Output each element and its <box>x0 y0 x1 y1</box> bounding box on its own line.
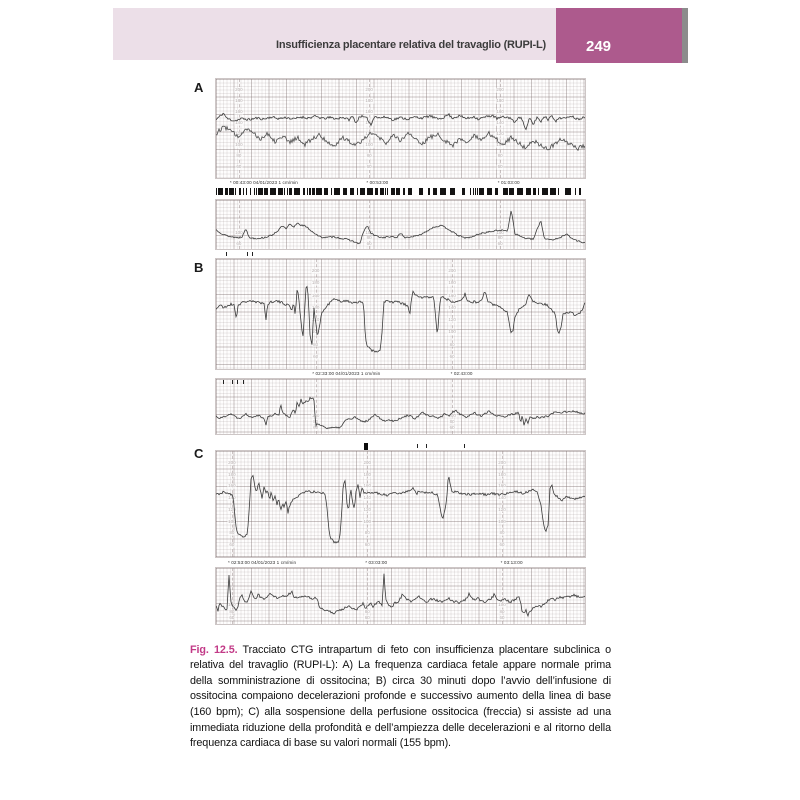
event-mark <box>331 188 332 195</box>
figure-caption-text: Tracciato CTG intrapartum di feto con insufficienza placentare subclinica o relativa del travaglio (RUPI-L): A) La frequenza cardiaca fetale appare normale prima della somministrazione di ossitocina; B) circa 30 minuti dopo l’avvio dell’infusione di ossitocina compaiono decelerazioni profonde e successivo aumento della linea di base (160 bpm); C) alla sospensione della perfusione ossitocica (freccia) si assiste ad una immediata riduzione della profondità e dell’ampiezza delle decelerazioni e al ritorno della frequenza cardiaca di base su valori normali (155 bpm). <box>190 643 611 750</box>
scale-label: 140 <box>228 494 236 500</box>
scale-label: 60 <box>366 163 372 169</box>
scale-label: 80 <box>497 234 503 240</box>
scale-label: 180 <box>363 471 372 477</box>
scale-label: 180 <box>498 471 506 477</box>
panel-c-toco-grid <box>215 567 586 625</box>
event-mark <box>278 188 283 195</box>
scale-label: 80 <box>366 234 372 240</box>
scale-label: 120 <box>498 506 506 512</box>
event-mark <box>287 188 288 195</box>
event-mark <box>550 188 556 195</box>
scale-label: 140 <box>448 304 456 310</box>
scale-label: 60 <box>497 163 503 169</box>
scale-label: 80 <box>449 341 455 347</box>
scale-label: 60 <box>499 541 505 547</box>
scale-label: 160 <box>448 292 456 298</box>
scale-label: 180 <box>311 280 320 286</box>
scale-label: 60 <box>449 353 455 359</box>
panel-label-b: B <box>194 260 204 275</box>
event-mark <box>391 188 395 195</box>
tick-mark <box>232 380 233 384</box>
tick-mark <box>426 444 427 448</box>
panel-a-fhr-grid <box>215 78 586 179</box>
event-mark <box>264 188 268 195</box>
scale-label: 60 <box>364 541 370 547</box>
event-mark <box>396 188 400 195</box>
event-mark <box>558 188 559 195</box>
timestamp: * 03:13:00 <box>500 560 523 565</box>
event-mark <box>350 188 354 195</box>
fhr-trace <box>216 451 585 557</box>
fhr-secondary-trace <box>216 79 585 178</box>
scale-label: 160 <box>228 483 236 489</box>
event-mark <box>375 188 378 195</box>
tick-mark <box>252 252 253 256</box>
event-mark <box>403 188 405 195</box>
scale-label: 120 <box>235 130 243 136</box>
event-mark <box>254 188 255 195</box>
event-mark <box>256 188 257 195</box>
event-mark <box>450 188 455 195</box>
scale-label: 80 <box>364 530 370 536</box>
scale-label: 180 <box>235 97 243 103</box>
event-mark <box>503 188 508 195</box>
panel-label-c: C <box>194 446 204 461</box>
scale-label: 200 <box>498 459 506 465</box>
toco-trace <box>216 568 585 624</box>
event-mark <box>258 188 263 195</box>
scale-label: 100 <box>365 141 373 147</box>
fhr-trace <box>216 259 585 369</box>
scale-label: 100 <box>228 518 236 524</box>
event-mark <box>385 188 386 195</box>
scale-label: 200 <box>365 86 373 92</box>
event-mark <box>239 188 241 195</box>
scale-label: 60 <box>236 163 242 169</box>
event-mark <box>462 188 465 195</box>
scale-label: 160 <box>311 292 320 298</box>
event-mark <box>312 188 315 195</box>
toco-trace <box>216 379 585 434</box>
event-mark <box>517 188 523 195</box>
scale-label: 120 <box>228 506 236 512</box>
scale-label: 140 <box>365 119 373 125</box>
header-edge-strip <box>682 8 688 63</box>
scale-label: 100 <box>363 518 372 524</box>
scale-label: 180 <box>496 97 504 103</box>
figure-caption <box>190 643 611 752</box>
event-mark <box>343 188 347 195</box>
page-number: 249 <box>586 38 612 55</box>
event-mark <box>509 188 514 195</box>
scale-label: 80 <box>366 152 372 158</box>
scale-label: 160 <box>498 483 506 489</box>
event-mark <box>229 188 234 195</box>
scale-label: 80 <box>364 608 370 614</box>
panel-a-toco-grid <box>215 199 586 250</box>
timestamp: * 00:43:00 04/01/2023 1 cm/min <box>229 180 298 185</box>
tick-mark <box>417 444 418 448</box>
scale-label: 80 <box>236 234 242 240</box>
event-mark <box>440 188 446 195</box>
scale-label: 80 <box>497 152 503 158</box>
event-mark <box>477 188 478 195</box>
scale-label: 60 <box>364 614 370 620</box>
panel-a-timestamps <box>215 180 586 188</box>
scale-label: 200 <box>228 459 236 465</box>
event-mark <box>284 188 285 195</box>
event-mark <box>243 188 244 195</box>
event-mark <box>357 188 358 195</box>
event-mark <box>533 188 536 195</box>
event-mark <box>579 188 581 195</box>
event-mark <box>473 188 474 195</box>
panel-b-toco-grid <box>215 378 586 435</box>
event-mark <box>360 188 365 195</box>
timestamp: * 03:03:00 <box>365 560 388 565</box>
scale-label: 100 <box>498 518 506 524</box>
event-mark <box>307 188 308 195</box>
scale-label: 80 <box>229 530 235 536</box>
event-mark <box>538 188 539 195</box>
event-mark <box>495 188 498 195</box>
event-mark <box>270 188 276 195</box>
scale-label: 100 <box>235 141 243 147</box>
timestamp: * 00:53:00 <box>366 180 389 185</box>
scale-label: 180 <box>448 280 456 286</box>
scale-label: 60 <box>497 240 503 246</box>
chapter-title: Insufficienza placentare relativa del travaglio (RUPI-L) <box>276 39 546 51</box>
event-mark <box>225 188 228 195</box>
tick-mark <box>243 380 244 384</box>
event-mark <box>479 188 484 195</box>
scale-label: 140 <box>363 494 372 500</box>
tick-mark <box>247 252 248 256</box>
scale-label: 140 <box>235 119 243 125</box>
scale-label: 80 <box>236 152 242 158</box>
scale-label: 140 <box>498 494 506 500</box>
scale-label: 120 <box>496 130 504 136</box>
event-mark <box>542 188 548 195</box>
header-band <box>113 8 556 60</box>
panel-b-toco-ticks <box>217 380 588 384</box>
timestamp: * 01:03:00 <box>497 180 520 185</box>
scale-label: 80 <box>313 341 319 347</box>
scale-label: 200 <box>363 459 372 465</box>
page-number-box <box>556 8 682 63</box>
scale-label: 100 <box>363 602 372 608</box>
event-mark <box>246 188 247 195</box>
panel-c-top-ticks <box>215 444 586 448</box>
scale-label: 100 <box>448 329 456 335</box>
scale-label: 80 <box>499 608 505 614</box>
scale-label: 60 <box>229 614 235 620</box>
tick-mark <box>226 252 227 256</box>
event-mark <box>565 188 571 195</box>
scale-label: 100 <box>235 229 243 235</box>
event-mark <box>575 188 576 195</box>
scale-label: 200 <box>311 267 320 273</box>
scale-label: 180 <box>365 97 373 103</box>
scale-label: 160 <box>235 108 243 114</box>
scale-label: 120 <box>448 316 456 322</box>
event-mark <box>250 188 251 195</box>
event-mark <box>303 188 305 195</box>
panel-b-fhr-grid <box>215 258 586 370</box>
timestamp: * 02:33:00 04/01/2023 1 cm/min <box>312 371 381 376</box>
event-mark <box>428 188 430 195</box>
scale-label: 180 <box>228 471 236 477</box>
tick-mark <box>223 380 224 384</box>
event-mark <box>324 188 328 195</box>
event-mark <box>235 188 236 195</box>
event-mark <box>526 188 531 195</box>
scale-label: 100 <box>228 602 236 608</box>
scale-label: 160 <box>496 108 504 114</box>
event-mark <box>218 188 223 195</box>
event-mark <box>387 188 388 195</box>
event-mark <box>367 188 373 195</box>
scale-label: 100 <box>365 229 373 235</box>
scale-label: 80 <box>313 418 319 424</box>
event-mark <box>408 188 412 195</box>
timestamp: * 02:53:00 04/01/2023 1 cm/min <box>227 560 297 565</box>
tick-mark <box>237 380 238 384</box>
timestamp: * 02:43:00 <box>450 371 473 376</box>
scale-label: 160 <box>363 483 372 489</box>
scale-label: 60 <box>499 614 505 620</box>
event-mark <box>309 188 311 195</box>
scale-label: 200 <box>235 86 243 92</box>
scale-label: 100 <box>311 329 320 335</box>
scale-label: 60 <box>313 353 319 359</box>
toco-trace <box>216 200 585 249</box>
event-mark <box>475 188 476 195</box>
scale-label: 200 <box>496 86 504 92</box>
event-mark <box>316 188 322 195</box>
panel-c-fhr-grid <box>215 450 586 558</box>
tick-mark <box>464 444 465 448</box>
scale-label: 120 <box>363 506 372 512</box>
scale-label: 100 <box>448 412 456 418</box>
event-mark <box>470 188 471 195</box>
scale-label: 60 <box>313 424 319 430</box>
event-mark <box>419 188 423 195</box>
scale-label: 80 <box>499 530 505 536</box>
scale-label: 100 <box>496 141 504 147</box>
event-mark <box>294 188 300 195</box>
scale-label: 60 <box>236 240 242 246</box>
scale-label: 100 <box>498 602 506 608</box>
figure-caption-number: Fig. 12.5. <box>190 643 238 656</box>
event-mark <box>380 188 384 195</box>
scale-label: 120 <box>365 130 373 136</box>
scale-label: 80 <box>229 608 235 614</box>
event-mark <box>433 188 437 195</box>
scale-label: 80 <box>449 418 455 424</box>
scale-label: 140 <box>496 119 504 125</box>
scale-label: 100 <box>496 229 504 235</box>
scale-label: 160 <box>365 108 373 114</box>
scale-label: 140 <box>311 304 320 310</box>
scale-label: 200 <box>448 267 456 273</box>
panel-b-top-ticks <box>215 252 586 256</box>
scale-label: 60 <box>366 240 372 246</box>
scale-label: 60 <box>449 424 455 430</box>
scale-label: 60 <box>229 541 235 547</box>
panel-label-a: A <box>194 80 204 95</box>
event-mark <box>487 188 492 195</box>
event-mark <box>289 188 292 195</box>
scale-label: 120 <box>311 316 320 322</box>
event-marks-bar <box>216 188 584 195</box>
event-mark <box>334 188 340 195</box>
scale-label: 100 <box>311 412 320 418</box>
event-mark <box>216 188 217 195</box>
